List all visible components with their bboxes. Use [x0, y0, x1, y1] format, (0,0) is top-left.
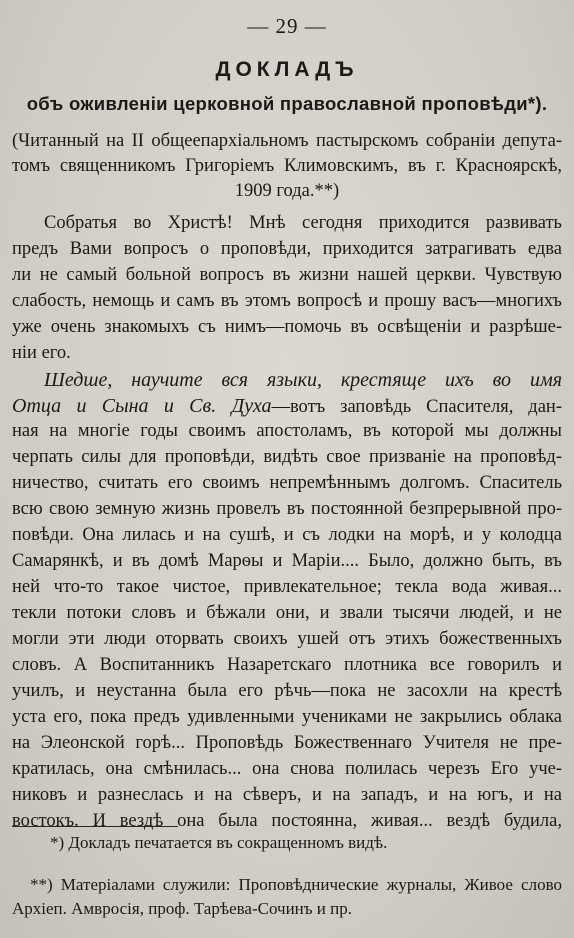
text-line: повѣди. Она лилась и на сушѣ, и съ лодки на морѣ, и у колодца [12, 525, 562, 545]
quote-continuation: —вотъ заповѣдь Спасителя, дан- [271, 397, 562, 417]
text-line: ная на многіе годы своимъ апостоламъ, въ которой мы должны [12, 421, 562, 441]
footnote-2-line: Архіеп. Амвросія, проф. Тарѣева-Сочинъ и пр. [12, 899, 352, 918]
text-line: всю свою земную жизнь провелъ въ постоянной безпрерывной про- [12, 499, 562, 519]
text-line: ничество, считать его своимъ непремѣннымъ долгомъ. Спаситель [12, 473, 562, 493]
text-line: кратилась, она смѣнилась... она снова полилась черезъ Его уче- [12, 759, 562, 779]
intro-line: 1909 года.**) [234, 181, 340, 201]
text-line: ніи его. [12, 343, 71, 363]
quote-text: Отца и Сына и Св. Духа [12, 395, 272, 417]
text-line: уста его, пока предъ удивленными учениками не закрылись облака [12, 707, 562, 727]
document-subtitle: объ оживленіи церковной православной проповѣди*). [26, 93, 548, 114]
text-line: уже очень знакомыхъ съ нимъ—помочь въ освѣщеніи и разрѣше- [12, 317, 562, 337]
footnote-1: *) Докладъ печатается въ сокращенномъ видѣ. [50, 833, 388, 852]
text-line: черпать силы для проповѣди, видѣть свое призваніе на проповѣд- [12, 447, 562, 467]
page-number: — 29 — [247, 14, 327, 38]
text-line: училъ, и неустанна была его рѣчь—пока не засохли на крестѣ [12, 681, 562, 701]
text-line: слабость, немощь и самъ въ этомъ вопросѣ и прошу васъ—многихъ [12, 291, 562, 311]
quote-line-2 [12, 395, 562, 418]
intro-line: (Читанный на II общеепархіальномъ пастырскомъ собраніи депута- [12, 131, 562, 151]
text-line: никовъ и разнеслась и на сѣверъ, и на западъ, и на югъ, и на [12, 785, 562, 805]
text-line: на Элеонской горѣ... Проповѣдь Божественнаго Учителя не пре- [12, 733, 562, 753]
text-line: Собратья во Христѣ! Мнѣ сегодня приходится развивать [44, 213, 562, 233]
text-line: текли потоки словъ и бѣжали они, и звали тысячи людей, и не [12, 603, 562, 623]
footnote-2-line: **) Матеріалами служили: Проповѣднические журналы, Живое слово [30, 875, 562, 894]
intro-line: томъ священникомъ Григоріемъ Климовскимъ, въ г. Красноярскѣ, [12, 156, 562, 176]
quote-line: Шедше, научите вся языки, крестяще ихъ во имя [44, 369, 562, 391]
document-title: ДОКЛАДЪ [215, 58, 359, 81]
footnote-divider [12, 826, 178, 827]
text-line: могли эти люди оторвать своихъ ушей отъ этихъ божественныхъ [12, 629, 562, 649]
text-line: ней что-то такое чистое, привлекательное; текла вода живая... [12, 577, 562, 597]
text-line: ли не самый больной вопросъ въ жизни нашей церкви. Чувствую [12, 265, 562, 285]
text-line: востокъ. И вездѣ она была постоянна, живая... вездѣ будила, [12, 811, 562, 831]
text-line: словъ. А Воспитанникъ Назаретскаго плотника все говорилъ и [12, 655, 562, 675]
text-line: предъ Вами вопросъ о проповѣди, приходится затрагивать едва [12, 239, 562, 259]
text-line: Самарянкѣ, и въ домѣ Марѳы и Маріи.... Было, должно быть, въ [12, 551, 562, 571]
